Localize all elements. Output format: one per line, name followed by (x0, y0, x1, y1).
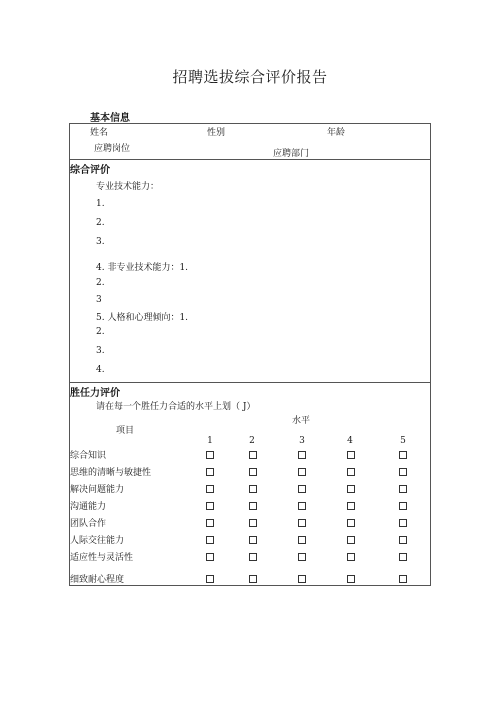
rating-checkbox-level-3[interactable] (298, 451, 306, 459)
rating-checkbox-level-5[interactable] (399, 485, 407, 493)
rating-checkbox-level-2[interactable] (249, 451, 257, 459)
competency-row-label: 细致耐心程度 (70, 575, 125, 585)
rating-checkbox-level-3[interactable] (298, 519, 306, 527)
rating-checkbox-level-2[interactable] (249, 485, 257, 493)
competency-heading: 胜任力评价 (70, 388, 120, 399)
rating-checkbox-level-2[interactable] (249, 519, 257, 527)
competency-row-label: 思维的清晰与敏捷性 (70, 468, 152, 478)
rating-checkbox-level-5[interactable] (399, 553, 407, 561)
rating-checkbox-level-2[interactable] (249, 553, 257, 561)
rating-checkbox-level-1[interactable] (206, 575, 214, 583)
page-title: 招聘选拔综合评价报告 (172, 68, 328, 86)
professional-item: 2. (96, 218, 105, 228)
rating-checkbox-level-5[interactable] (399, 451, 407, 459)
rating-checkbox-level-5[interactable] (399, 502, 407, 510)
gender-label: 性别 (207, 128, 226, 138)
rating-checkbox-level-4[interactable] (347, 451, 355, 459)
rating-checkbox-level-4[interactable] (347, 502, 355, 510)
competency-row-label: 团队合作 (70, 519, 107, 529)
rating-checkbox-level-3[interactable] (298, 536, 306, 544)
rating-checkbox-level-1[interactable] (206, 519, 214, 527)
rating-checkbox-level-2[interactable] (249, 536, 257, 544)
level-number: 3 (299, 436, 305, 446)
rating-checkbox-level-1[interactable] (206, 485, 214, 493)
professional-label: 专业技术能力： (96, 182, 160, 192)
personality-label: 5. 人格和心理倾向：1. (96, 313, 189, 323)
personality-item: 3. (96, 346, 105, 356)
level-number: 2 (249, 436, 255, 446)
competency-row-label: 人际交往能力 (70, 536, 125, 546)
rating-checkbox-level-3[interactable] (298, 502, 306, 510)
rating-checkbox-level-1[interactable] (206, 553, 214, 561)
form-frame (69, 123, 431, 586)
rating-checkbox-level-3[interactable] (298, 575, 306, 583)
rating-checkbox-level-2[interactable] (249, 502, 257, 510)
professional-item: 3. (96, 237, 105, 247)
level-number: 1 (207, 436, 213, 446)
nonprofessional-item: 2. (96, 278, 105, 288)
rating-checkbox-level-1[interactable] (206, 502, 214, 510)
rating-checkbox-level-2[interactable] (249, 468, 257, 476)
rating-checkbox-level-4[interactable] (347, 468, 355, 476)
rating-checkbox-level-1[interactable] (206, 451, 214, 459)
age-label: 年龄 (327, 128, 346, 138)
nonprofessional-label: 4. 非专业技术能力：1. (96, 263, 189, 273)
rating-checkbox-level-4[interactable] (347, 575, 355, 583)
basic-info-heading: 基本信息 (90, 113, 130, 124)
section-divider (69, 382, 431, 383)
rating-checkbox-level-1[interactable] (206, 536, 214, 544)
rating-checkbox-level-5[interactable] (399, 468, 407, 476)
nonprofessional-item: 3 (96, 295, 102, 305)
rating-checkbox-level-3[interactable] (298, 485, 306, 493)
rating-checkbox-level-2[interactable] (249, 575, 257, 583)
name-label: 姓名 (90, 128, 109, 138)
level-header: 水平 (292, 416, 311, 426)
rating-checkbox-level-3[interactable] (298, 553, 306, 561)
rating-checkbox-level-4[interactable] (347, 553, 355, 561)
personality-item: 2. (96, 327, 105, 337)
competency-row-label: 综合知识 (70, 451, 107, 461)
level-number: 5 (400, 436, 406, 446)
position-label: 应聘岗位 (94, 144, 131, 154)
rating-checkbox-level-5[interactable] (399, 536, 407, 544)
rating-checkbox-level-1[interactable] (206, 468, 214, 476)
level-number: 4 (347, 436, 353, 446)
competency-row-label: 解决问题能力 (70, 485, 125, 495)
competency-instruction: 请在每一个胜任力合适的水平上划（ J） (96, 402, 256, 412)
rating-checkbox-level-4[interactable] (347, 536, 355, 544)
section-divider (69, 159, 431, 160)
competency-row-label: 沟通能力 (70, 502, 107, 512)
rating-checkbox-level-4[interactable] (347, 519, 355, 527)
department-label: 应聘部门 (273, 149, 310, 159)
personality-item: 4. (96, 365, 105, 375)
rating-checkbox-level-4[interactable] (347, 485, 355, 493)
competency-row-label: 适应性与灵活性 (70, 553, 134, 563)
rating-checkbox-level-5[interactable] (399, 575, 407, 583)
item-header: 项目 (116, 426, 135, 436)
professional-item: 1. (96, 199, 105, 209)
rating-checkbox-level-5[interactable] (399, 519, 407, 527)
evaluation-heading: 综合评价 (70, 165, 110, 176)
rating-checkbox-level-3[interactable] (298, 468, 306, 476)
